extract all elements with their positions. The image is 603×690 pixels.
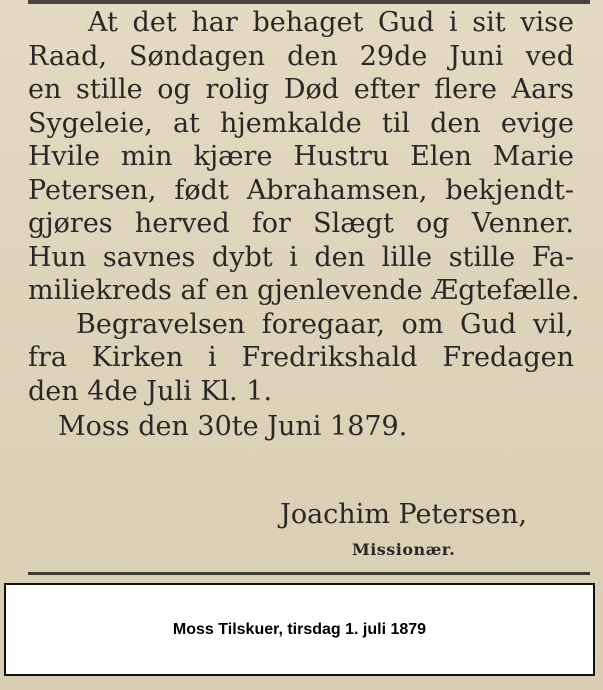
caption-box	[4, 583, 595, 676]
notice-line: Raad, Søndagen den 29de Juni ved	[28, 40, 574, 72]
notice-line: At det har behaget Gud i sit vise	[88, 7, 574, 38]
notice-line: miliekreds af en gjenlevende Ægtefælle.	[28, 275, 580, 306]
signature-name: Joachim Petersen,	[280, 499, 527, 530]
notice-line: Hun savnes dybt i den lille stille Fa-	[28, 241, 574, 273]
signature-role: Missionær.	[352, 540, 456, 559]
place-date: Moss den 30te Juni 1879.	[58, 411, 408, 442]
notice-line: Petersen, født Abrahamsen, bekjendt-	[28, 174, 574, 206]
notice-line: Hvile min kjære Hustru Elen Marie	[28, 141, 574, 172]
funeral-line: fra Kirken i Fredrikshald Fredagen	[28, 342, 574, 373]
notice-line: gjøres herved for Slægt og Venner.	[28, 208, 574, 239]
notice-line: Sygeleie, at hjemkalde til den evige	[28, 107, 574, 139]
death-notice-text	[28, 6, 580, 444]
notice-line: en stille og rolig Død efter flere Aars	[28, 74, 574, 105]
caption-text: Moss Tilskuer, tirsdag 1. juli 1879	[172, 620, 427, 638]
bottom-rule	[28, 572, 590, 575]
top-rule	[28, 0, 590, 4]
funeral-line: Begravelsen foregaar, om Gud vil,	[76, 308, 574, 340]
funeral-line: den 4de Juli Kl. 1.	[28, 375, 273, 407]
